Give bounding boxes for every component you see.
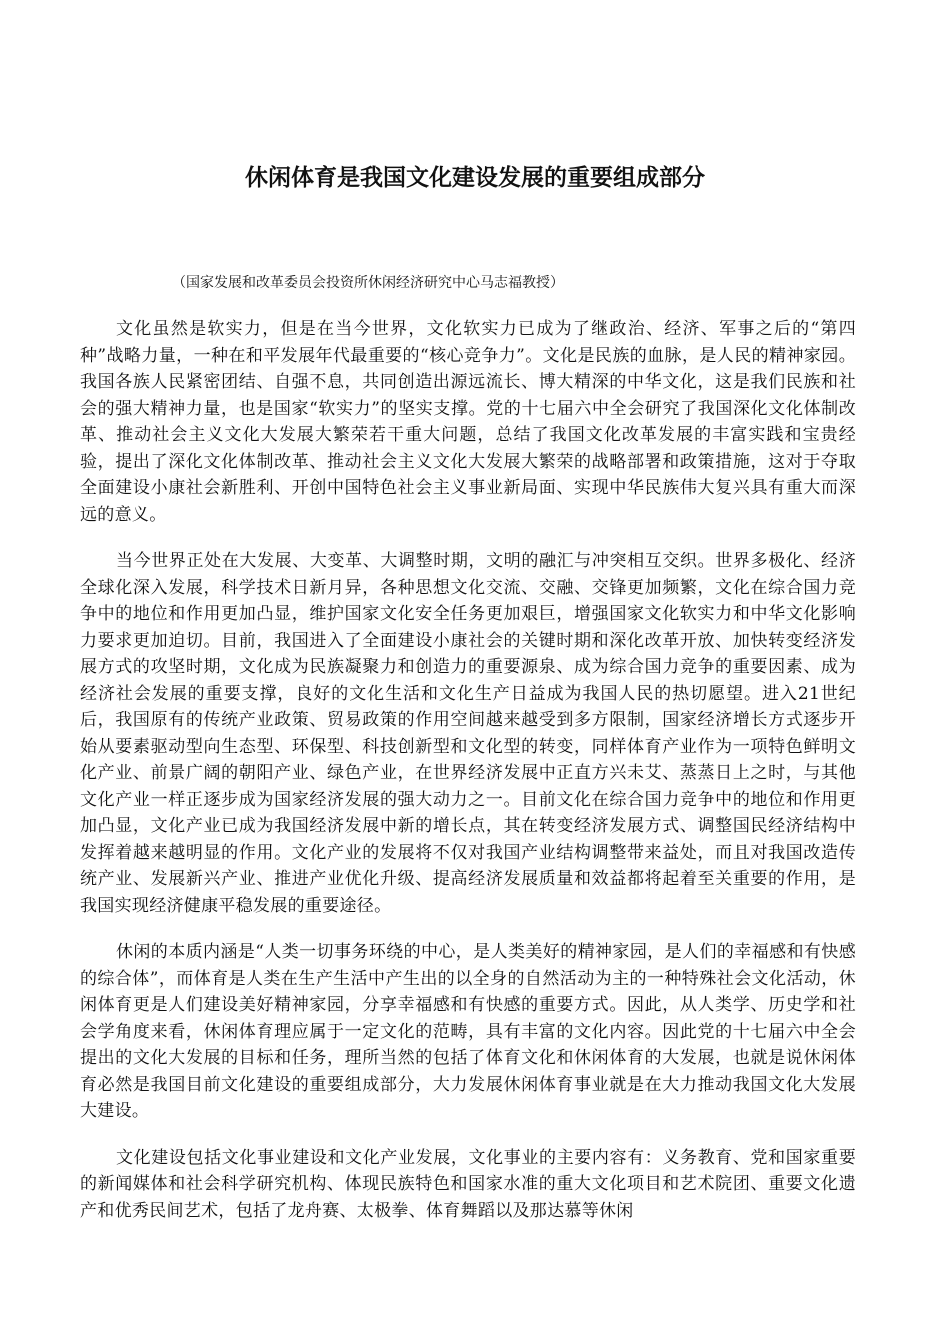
author-byline: （国家发展和改革委员会投资所休闲经济研究中心马志福教授） bbox=[172, 275, 564, 291]
body-paragraph-2: 当今世界正处在大发展、大变革、大调整时期，文明的融汇与冲突相互交织。世界多极化、经济全球化深入发展，科学技术日新月异，各种思想文化交流、交融、交锋更加频繁，文化在综合国力竞争中的地位和作用更加凸显，维护国家文化安全任务更加艰巨，增强国家文化软实力和中华文化影响力要求更加迫切。目前，我国进入了全面建设小康社会的关键时期和深化改革开放、加快转变经济发展方式的攻坚时期，文化成为民族凝聚力和创造力的重要源泉、成为综合国力竞争的重要因素、成为经济社会发展的重要支撑，良好的文化生活和文化生产日益成为我国人民的热切愿望。进入21世纪后，我国原有的传统产业政策、贸易政策的作用空间越来越受到多方限制，国家经济增长方式逐步开始从要素驱动型向生态型、环保型、科技创新型和文化型的转变，同样体育产业作为一项特色鲜明文化产业、前景广阔的朝阳产业、绿色产业，在世界经济发展中正直方兴未艾、蒸蒸日上之时，与其他文化产业一样正逐步成为国家经济发展的强大动力之一。目前文化在综合国力竞争中的地位和作用更加凸显，文化产业已成为我国经济发展中新的增长点，其在转变经济发展方式、调整国民经济结构中发挥着越来越明显的作用。文化产业的发展将不仅对我国产业结构调整带来益处，而且对我国改造传统产业、发展新兴产业、推进产业优化升级、提高经济发展质量和效益都将起着至关重要的作用，是我国实现经济健康平稳发展的重要途径。 bbox=[80, 551, 856, 916]
body-paragraph-1: 文化虽然是软实力，但是在当今世界，文化软实力已成为了继政治、经济、军事之后的“第四种”战略力量，一种在和平发展年代最重要的“核心竞争力”。文化是民族的血脉，是人民的精神家园。我国各族人民紧密团结、自强不息，共同创造出源远流长、博大精深的中华文化，这是我们民族和社会的强大精神力量，也是国家“软实力”的坚实支撑。党的十七届六中全会研究了我国深化文化体制改革、推动社会主义文化大发展大繁荣若干重大问题，总结了我国文化改革发展的丰富实践和宝贵经验，提出了深化文化体制改革、推动社会主义文化大发展大繁荣的战略部署和政策措施，这对于夺取全面建设小康社会新胜利、开创中国特色社会主义事业新局面、实现中华民族伟大复兴具有重大而深远的意义。 bbox=[80, 319, 856, 525]
body-paragraph-4: 文化建设包括文化事业建设和文化产业发展，文化事业的主要内容有：义务教育、党和国家重要的新闻媒体和社会科学研究机构、体现民族特色和国家水准的重大文化项目和艺术院团、重要文化遗产和优秀民间艺术，包括了龙舟赛、太极拳、体育舞蹈以及那达慕等休闲 bbox=[80, 1147, 856, 1221]
body-paragraph-3: 休闲的本质内涵是“人类一切事务环绕的中心，是人类美好的精神家园，是人们的幸福感和有快感的综合体”，而体育是人类在生产生活中产生出的以全身的自然活动为主的一种特殊社会文化活动，休闲体育更是人们建设美好精神家园，分享幸福感和有快感的重要方式。因此，从人类学、历史学和社会学角度来看，休闲体育理应属于一定文化的范畴，具有丰富的文化内容。因此党的十七届六中全会提出的文化大发展的目标和任务，理所当然的包括了体育文化和休闲体育的大发展，也就是说休闲体育必然是我国目前文化建设的重要组成部分，大力发展休闲体育事业就是在大力推动我国文化大发展大建设。 bbox=[80, 942, 856, 1121]
document-title: 休闲体育是我国文化建设发展的重要组成部分 bbox=[245, 165, 705, 191]
document-body bbox=[80, 316, 856, 1244]
